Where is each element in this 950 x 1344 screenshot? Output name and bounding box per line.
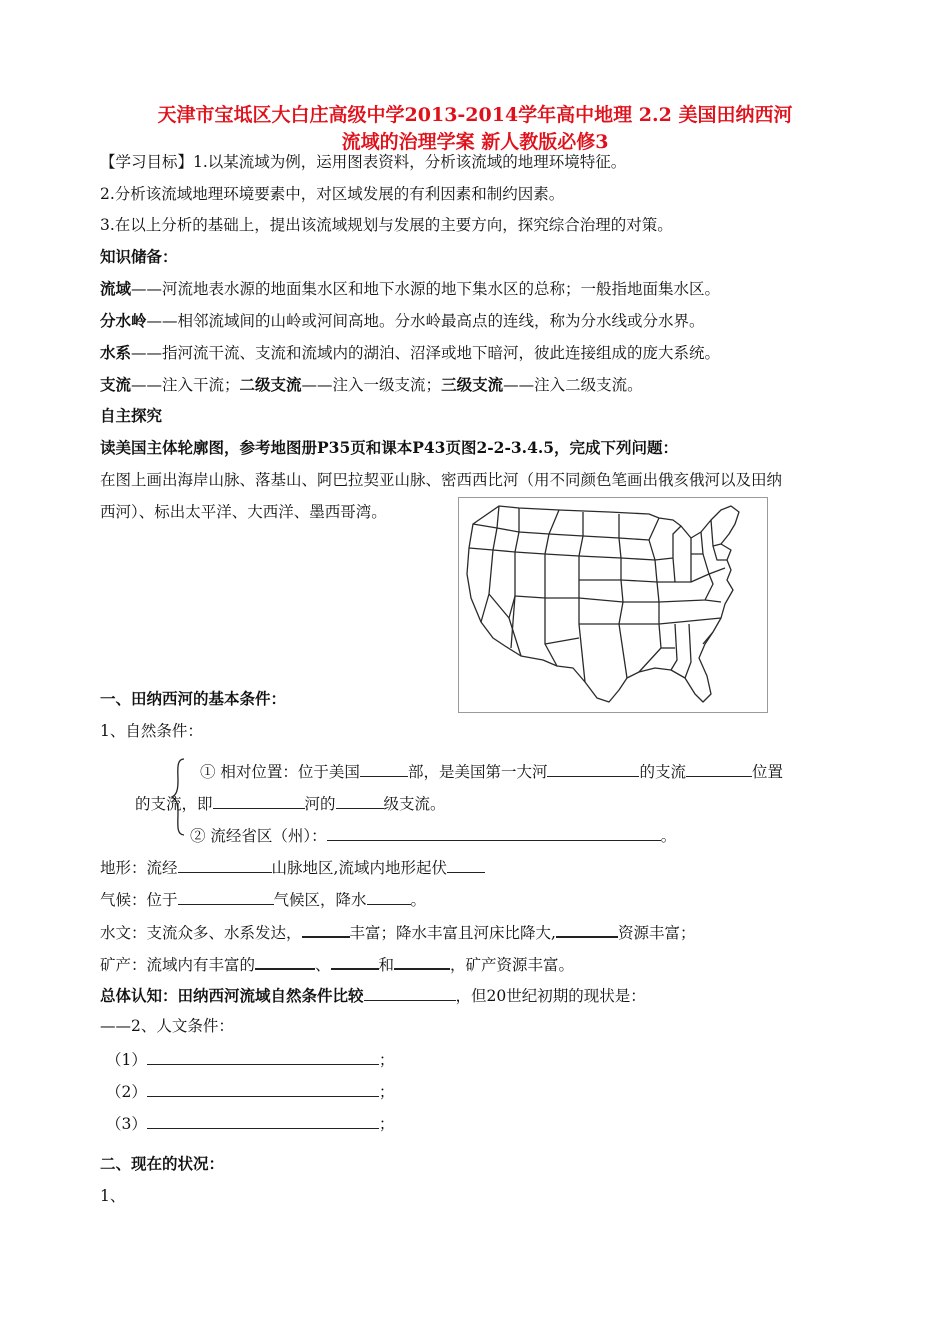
objective-1: 【学习目标】1.以某流域为例，运用图表资料，分析该流域的地理环境特征。 [100,153,627,171]
blank-overall[interactable] [364,984,456,1001]
def-water-system: 水系——指河流干流、支流和流域内的湖泊、沼泽或地下暗河，彼此连接组成的庞大系统。 [100,343,721,362]
blank-mountain[interactable] [178,856,272,873]
blank-tributary[interactable] [686,760,752,777]
blank-hydropower[interactable] [556,920,618,938]
blank-precipitation[interactable] [367,888,411,905]
blank-provinces[interactable] [327,824,661,841]
relative-position-row: ① 相对位置：位于美国 部，是美国第一大河 的支流 位置 [200,760,783,782]
human-item-2: （2） ； [106,1080,394,1102]
explore-heading: 自主探究 [100,406,163,425]
blank-human-3[interactable] [147,1112,379,1129]
blank-mineral-2[interactable] [331,952,379,970]
human-item-1: （1） ； [106,1048,394,1070]
def-divide: 分水岭——相邻流域间的山岭或河间高地。分水岭最高点的连线，称为分水线或分水界。 [100,311,705,330]
hydrology-row: 水文：支流众多、水系发达， 丰富；降水丰富且河床比降大, 资源丰富； [100,920,695,943]
relative-position-row2: 的支流，即 河的 级支流。 [135,792,446,814]
knowledge-heading: 知识储备： [100,247,178,266]
def-tributary: 支流——注入干流；二级支流——注入一级支流；三级支流——注入二级支流。 [100,375,643,394]
us-map-svg [459,498,767,712]
climate-row: 气候：位于 气候区，降水 。 [100,888,426,910]
blank-human-1[interactable] [147,1048,379,1065]
section2-item-1: 1、 [100,1187,126,1205]
overall-row: 总体认知：田纳西河流域自然条件比较 ，但20世纪初期的现状是： [100,986,646,1005]
blank-mineral-1[interactable] [255,952,315,970]
blank-main-river[interactable] [547,760,639,777]
objective-3: 3.在以上分析的基础上，提出该流域规划与发展的主要方向，探究综合治理的对策。 [100,216,673,234]
section1-heading: 一、田纳西河的基本条件： [100,689,287,708]
us-outline-map [458,497,768,713]
natural-conditions: 1、自然条件： [100,722,203,740]
blank-mineral-3[interactable] [394,952,450,970]
doc-title-line1: 天津市宝坻区大白庄高级中学2013-2014学年高中地理 2.2 美国田纳西河 [157,104,793,126]
blank-human-2[interactable] [147,1080,379,1097]
objectives-label: 【学习目标】 [100,153,194,171]
def-watershed: 流域——河流地表水源的地面集水区和地下水源的地下集水区的总称；一般指地面集水区。 [100,279,721,298]
human-item-3: （3） ； [106,1112,394,1134]
section2-heading: 二、现在的状况： [100,1154,225,1173]
explore-task-line2: 西河）、标出太平洋、大西洋、墨西哥湾。 [100,503,387,521]
blank-direction[interactable] [360,760,408,777]
provinces-row: ② 流经省区（州）： 。 [190,824,676,846]
explore-task-line1: 在图上画出海岸山脉、落基山、阿巴拉契亚山脉、密西西比河（用不同颜色笔画出俄亥俄河以及田纳 [100,471,783,489]
blank-climate[interactable] [178,888,274,905]
human-conditions: ——2、人文条件： [100,1017,234,1035]
terrain-row: 地形：流经 山脉地区,流域内地形起伏 [100,856,485,878]
objective-2: 2.分析该流域地理环境要素中，对区域发展的有利因素和制约因素。 [100,185,565,203]
blank-level[interactable] [336,792,384,809]
mineral-row: 矿产：流域内有丰富的 、 和 ，矿产资源丰富。 [100,952,574,975]
blank-river-name[interactable] [213,792,305,809]
explore-instruction: 读美国主体轮廓图，参考地图册P35页和课本P43页图2-2-3.4.5，完成下列问题： [100,438,679,457]
blank-relief[interactable] [447,856,485,873]
blank-water[interactable] [302,920,350,938]
doc-title-line2: 流域的治理学案 新人教版必修3 [341,131,609,153]
